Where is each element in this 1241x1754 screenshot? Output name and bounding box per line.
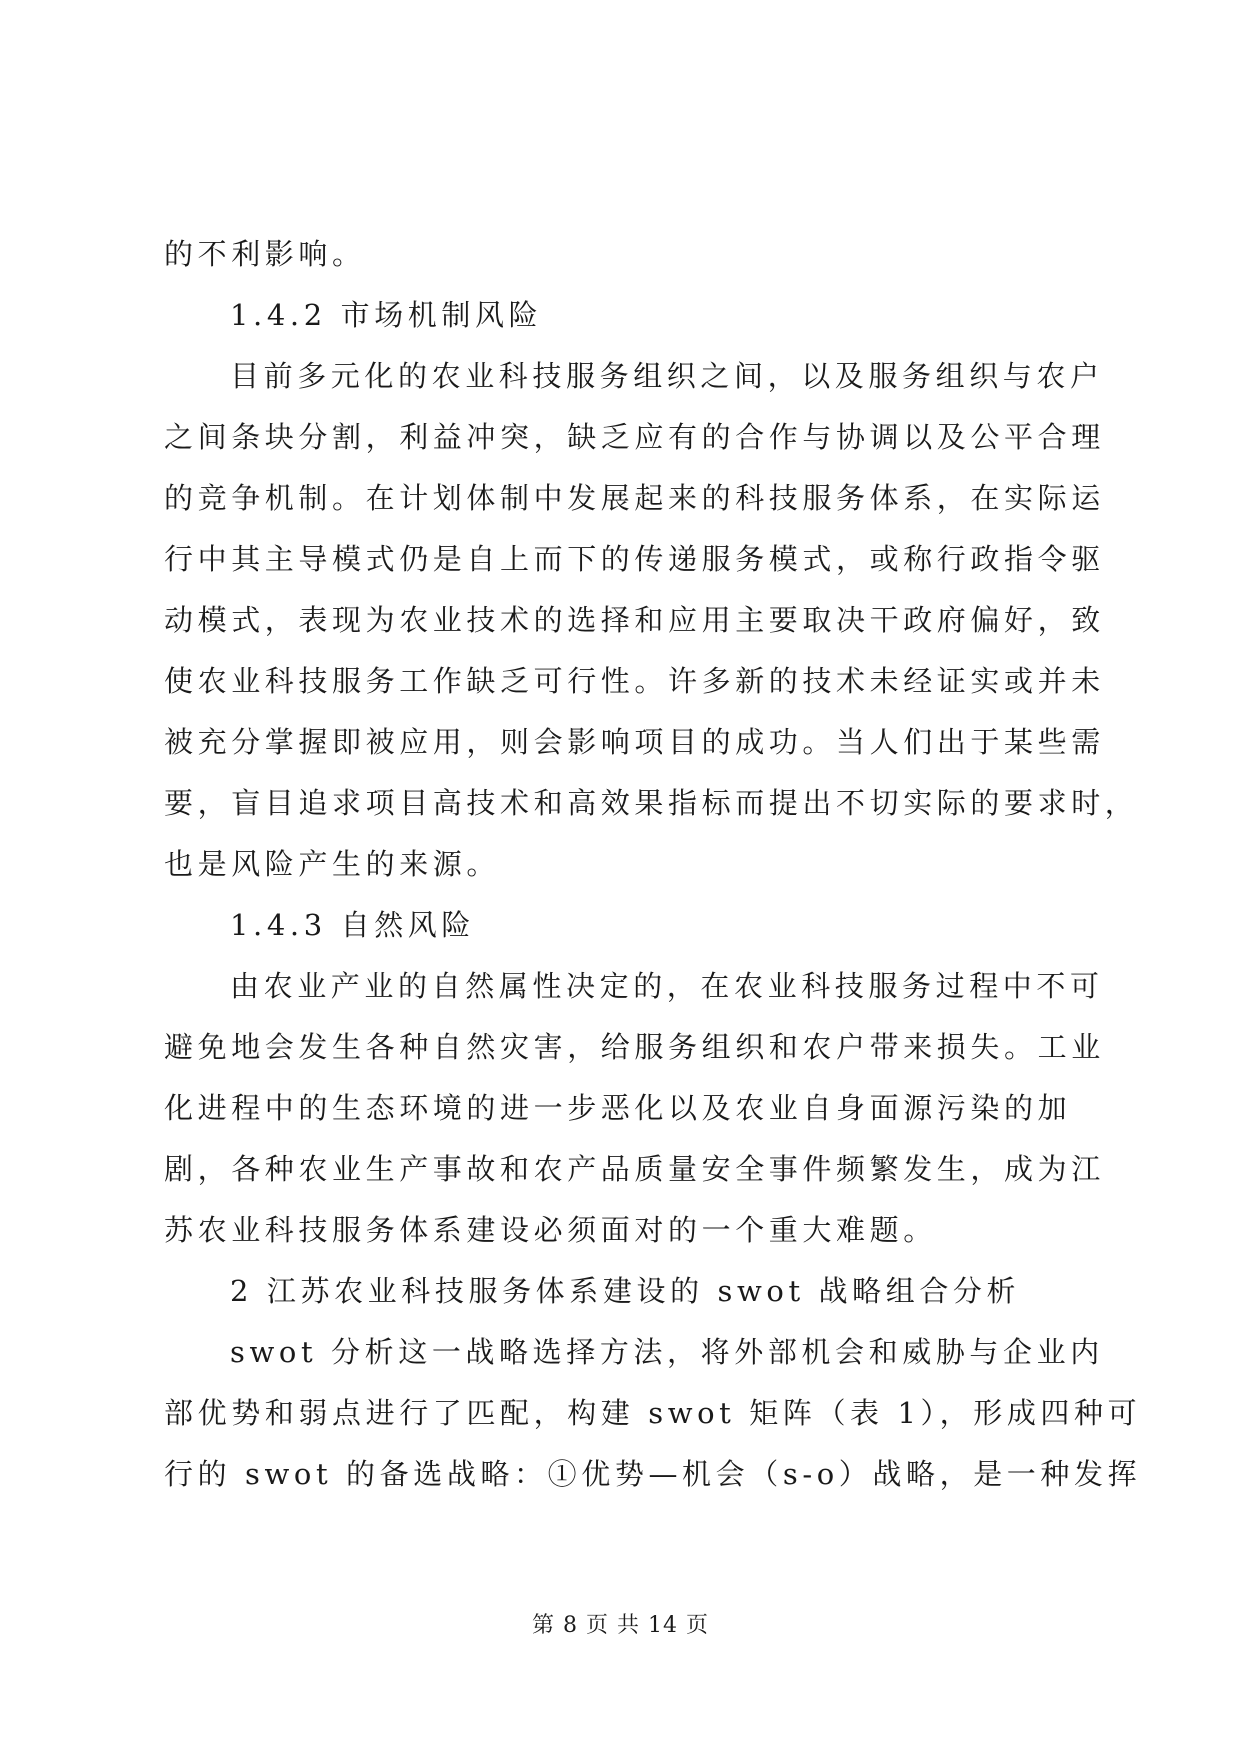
text-line: 之间条块分割，利益冲突，缺乏应有的合作与协调以及公平合理 <box>164 420 1105 454</box>
text-line: 使农业科技服务工作缺乏可行性。许多新的技术未经证实或并未 <box>164 664 1105 698</box>
text-line: 由农业产业的自然属性决定的，在农业科技服务过程中不可 <box>230 969 1104 1003</box>
text-line: 剧，各种农业生产事故和农产品质量安全事件频繁发生，成为江 <box>164 1152 1105 1186</box>
text-line: swot 分析这一战略选择方法，将外部机会和威胁与企业内 <box>230 1335 1104 1369</box>
text-line: 部优势和弱点进行了匹配，构建 swot 矩阵（表 1），形成四种可 <box>164 1396 1142 1430</box>
text-line: 动模式，表现为农业技术的选择和应用主要取决干政府偏好，致 <box>164 603 1105 637</box>
text-line: 的不利影响。 <box>164 237 366 271</box>
page-number-footer: 第 8 页 共 14 页 <box>532 1613 709 1638</box>
body-text <box>164 224 1142 1505</box>
text-line: 也是风险产生的来源。 <box>164 847 501 881</box>
text-line: 被充分掌握即被应用，则会影响项目的成功。当人们出于某些需 <box>164 725 1105 759</box>
section-heading: 1.4.3 自然风险 <box>230 908 476 942</box>
text-line: 要，盲目追求项目高技术和高效果指标而提出不切实际的要求时， <box>164 786 1139 820</box>
text-line: 行的 swot 的备选战略：①优势—机会（s-o）战略，是一种发挥 <box>164 1457 1142 1491</box>
text-line: 避免地会发生各种自然灾害，给服务组织和农户带来损失。工业 <box>164 1030 1105 1064</box>
text-line: 化进程中的生态环境的进一步恶化以及农业自身面源污染的加 <box>164 1091 1072 1125</box>
section-heading: 2 江苏农业科技服务体系建设的 swot 战略组合分析 <box>230 1274 1021 1308</box>
text-line: 的竞争机制。在计划体制中发展起来的科技服务体系，在实际运 <box>164 481 1105 515</box>
text-line: 目前多元化的农业科技服务组织之间，以及服务组织与农户 <box>230 359 1104 393</box>
text-line: 行中其主导模式仍是自上而下的传递服务模式，或称行政指令驱 <box>164 542 1105 576</box>
section-heading: 1.4.2 市场机制风险 <box>230 298 543 332</box>
text-line: 苏农业科技服务体系建设必须面对的一个重大难题。 <box>164 1213 937 1247</box>
